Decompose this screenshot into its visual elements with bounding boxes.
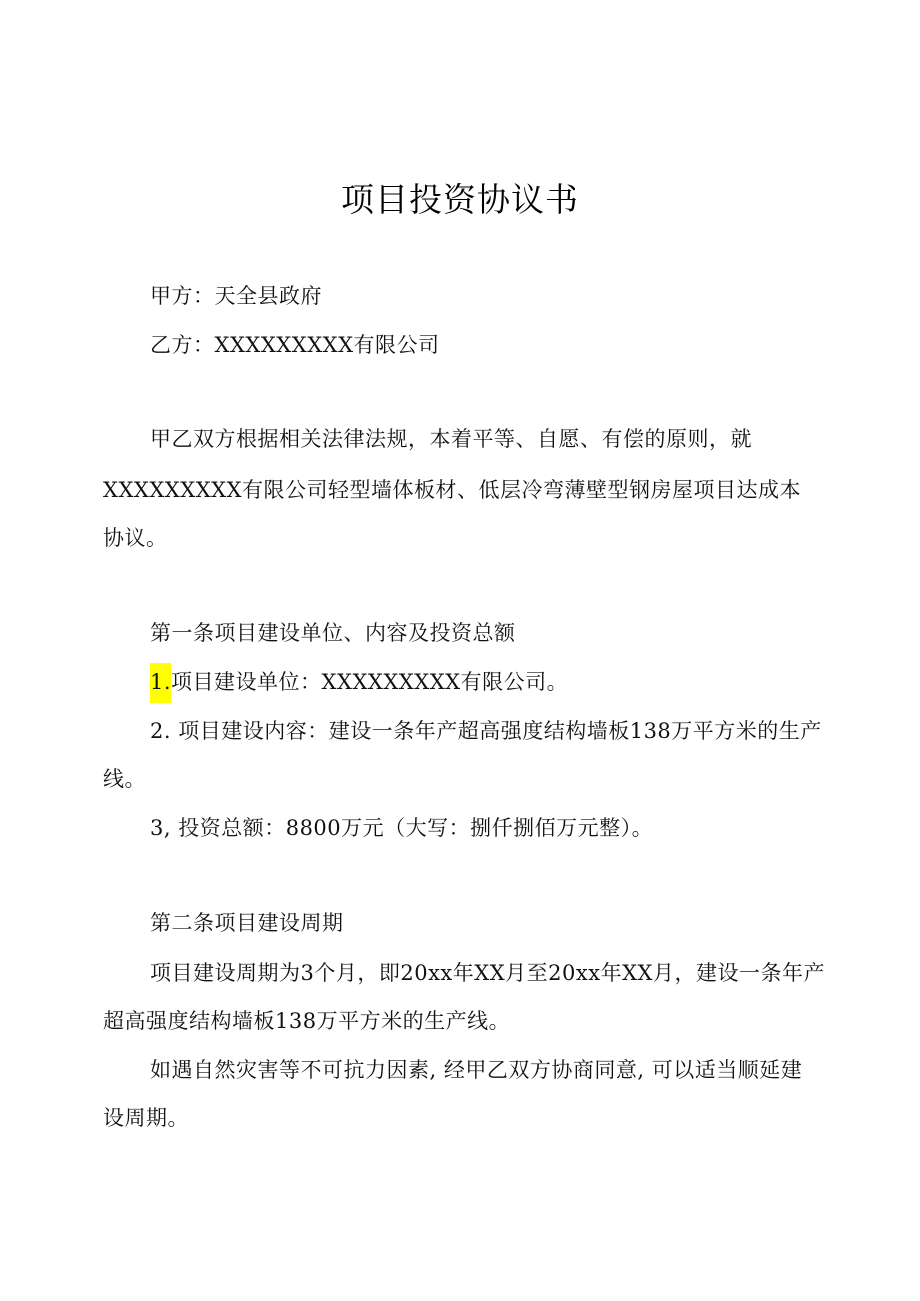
party-b: 乙方：XXXXXXXXX有限公司	[150, 333, 440, 357]
article2-para1-line-2: 超高强度结构墙板138万平方米的生产线。	[103, 1009, 511, 1033]
item1-text: 项目建设单位：XXXXXXXXX有限公司。	[171, 670, 569, 694]
article2-para2-line-2: 设周期。	[103, 1106, 189, 1130]
article1-item3: 3, 投资总额：8800万元（大写：捌仟捌佰万元整）。	[150, 816, 654, 840]
document-title: 项目投资协议书	[341, 180, 579, 219]
intro-line-3: 协议。	[103, 526, 168, 550]
article2-heading: 第二条项目建设周期	[150, 911, 344, 935]
article1-item2-line-1: 2. 项目建设内容：建设一条年产超高强度结构墙板138万平方米的生产	[150, 719, 822, 743]
highlighted-number: 1.	[150, 663, 171, 703]
article2-para1-line-1: 项目建设周期为3个月，即20xx年XX月至20xx年XX月，建设一条年产	[150, 961, 825, 985]
party-a: 甲方：天全县政府	[150, 284, 322, 308]
intro-line-1: 甲乙双方根据相关法律法规，本着平等、自愿、有偿的原则，就	[150, 427, 752, 451]
article2-para2-line-1: 如遇自然灾害等不可抗力因素, 经甲乙双方协商同意, 可以适当顺延建	[150, 1058, 803, 1082]
article1-item2-line-2: 线。	[103, 767, 146, 791]
intro-line-2: XXXXXXXXX有限公司轻型墙体板材、低层冷弯薄壁型钢房屋项目达成本	[103, 478, 802, 502]
article1-item1	[150, 667, 568, 697]
article1-heading: 第一条项目建设单位、内容及投资总额	[150, 621, 516, 645]
